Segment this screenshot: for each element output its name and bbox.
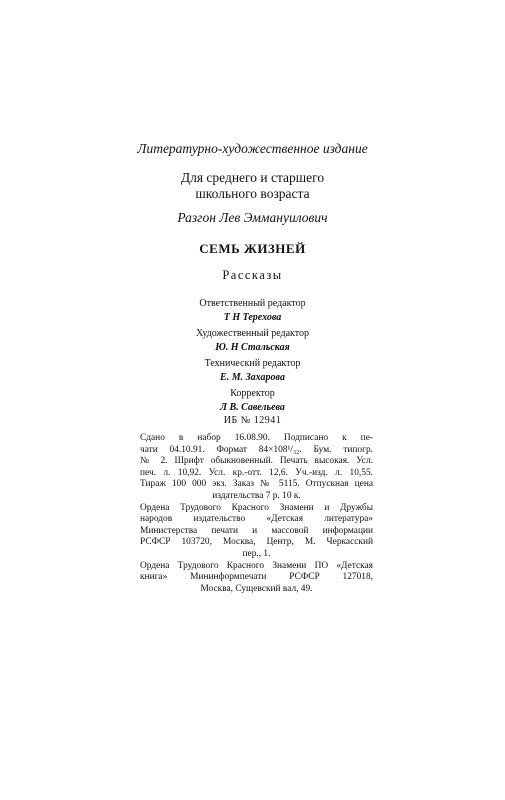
- credit-role: Художественный редактор: [196, 328, 309, 339]
- imprint-line: издательства 7 р. 10 к.: [212, 490, 301, 501]
- imprint-block: [140, 433, 373, 595]
- audience-line: Для среднего и старшего: [180, 170, 325, 185]
- credit-role: Технический редактор: [204, 358, 301, 369]
- book-title: СЕМЬ ЖИЗНЕЙ: [199, 241, 306, 256]
- imprint-line: Тираж 100 000 экз. Заказ № 5115. Отпускная цена: [140, 479, 373, 490]
- audience-line: школьного возраста: [195, 186, 310, 201]
- ib-number: ИБ № 12941: [223, 415, 282, 426]
- publisher-line: народов издательство «Детская литература»: [140, 514, 373, 525]
- imprint-line: чати 04.10.91. Формат 84×108¹/₃₂. Бум. типогр.: [140, 444, 373, 455]
- imprint-line: Сдано в набор 16.08.90. Подписано к пе-: [140, 433, 373, 443]
- publisher-line: РСФСР 103720, Москва, Центр, М. Черкасский: [140, 537, 373, 548]
- printer-line: Ордена Трудового Красного Знамени ПО «Детская: [140, 560, 373, 571]
- credit-entry: [0, 387, 505, 415]
- credit-name: Ю. Н Стальская: [215, 342, 290, 353]
- publisher-line: пер., 1.: [242, 548, 271, 559]
- imprint-line: № 2. Шрифт обыкновенный. Печать высокая. Усл.: [140, 456, 373, 467]
- imprint-line: печ. л. 10,92. Усл. кр.-отт. 12,6. Уч.-изд. л. 10,55.: [140, 467, 373, 478]
- credit-name: Л В. Савельева: [220, 402, 285, 413]
- publisher-line: Ордена Трудового Красного Знамени и Дружбы: [140, 502, 373, 513]
- genre-label: Литературно-художественное издание: [137, 141, 368, 156]
- credit-role: Ответственный редактор: [199, 298, 306, 309]
- credit-name: Т Н Терехова: [223, 312, 282, 323]
- credit-entry: [0, 297, 505, 325]
- printer-line: книга» Мининформпечати РСФСР 127018,: [140, 572, 373, 583]
- printer-line: Москва, Сущевский вал, 49.: [200, 583, 313, 594]
- credit-name: Е. М. Захарова: [220, 372, 285, 383]
- credit-role: Корректор: [230, 388, 275, 399]
- book-subtitle: Рассказы: [222, 268, 283, 282]
- publisher-line: Министерства печати и массовой информации: [140, 525, 373, 536]
- credit-entry: [0, 357, 505, 385]
- credit-entry: [0, 327, 505, 355]
- credits-block: [0, 297, 505, 417]
- audience-note: [0, 170, 505, 202]
- author-name: Разгон Лев Эммануилович: [177, 210, 328, 225]
